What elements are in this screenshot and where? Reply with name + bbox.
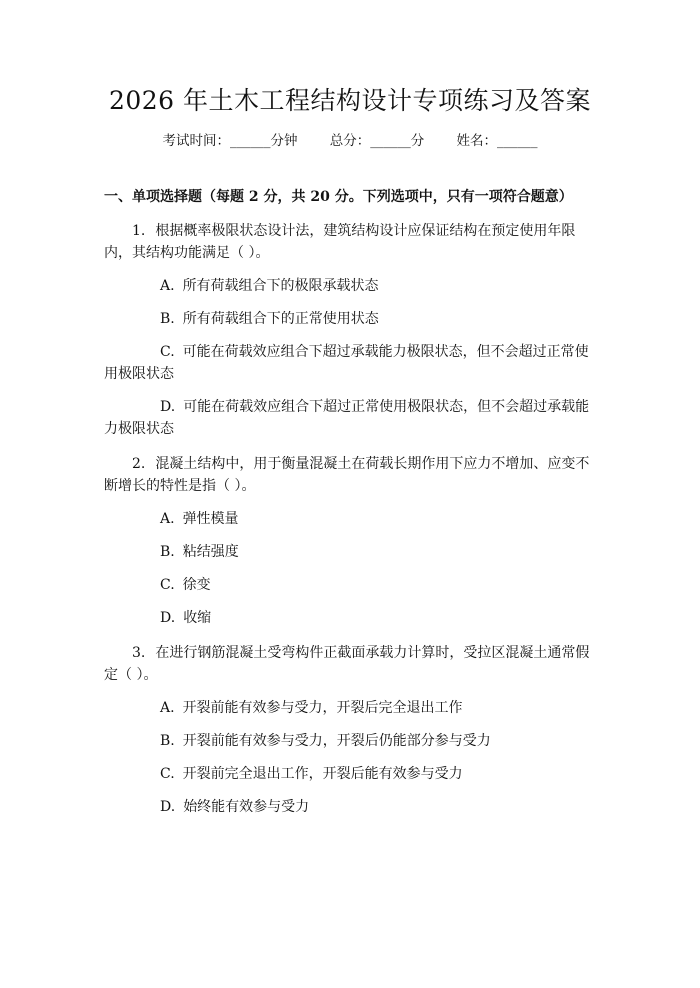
option-text: 始终能有效参与受力: [183, 799, 310, 815]
option-letter: A.: [160, 700, 175, 716]
option-text: 开裂前能有效参与受力，开裂后仍能部分参与受力: [182, 733, 491, 749]
question-3-option-a: [104, 697, 596, 719]
question-1-option-c: [104, 341, 596, 385]
question-2-option-c: [104, 574, 596, 596]
question-3-option-c: [104, 763, 596, 785]
document-page: [0, 83, 700, 988]
question-1-option-a: [104, 275, 596, 297]
option-text: 可能在荷载效应组合下超过承载能力极限状态，但不会超过正常使用极限状态: [104, 344, 589, 382]
option-text: 徐变: [182, 577, 211, 593]
option-letter: C.: [160, 766, 175, 782]
exam-time-field: 考试时间：______分钟: [162, 133, 298, 149]
question-1: [104, 220, 596, 264]
option-letter: D.: [160, 799, 176, 815]
question-number: 1.: [132, 223, 146, 239]
option-text: 开裂前能有效参与受力，开裂后完全退出工作: [182, 700, 463, 716]
exam-info: [104, 131, 596, 151]
question-text: 根据概率极限状态设计法，建筑结构设计应保证结构在预定使用年限内，其结构功能满足（ ）。: [104, 223, 576, 261]
option-text: 弹性模量: [182, 511, 239, 527]
question-3-option-d: [104, 796, 596, 818]
question-1-option-d: [104, 396, 596, 440]
option-letter: A.: [160, 511, 175, 527]
option-letter: B.: [160, 311, 175, 327]
question-2-option-a: [104, 508, 596, 530]
question-3-option-b: [104, 730, 596, 752]
question-number: 3.: [132, 645, 146, 661]
option-text: 所有荷载组合下的极限承载状态: [182, 278, 379, 294]
page-title: 2026 年土木工程结构设计专项练习及答案: [108, 86, 592, 115]
question-text: 在进行钢筋混凝土受弯构件正截面承载力计算时，受拉区混凝土通常假定（ ）。: [104, 645, 590, 683]
option-letter: B.: [160, 544, 175, 560]
question-2-option-b: [104, 541, 596, 563]
question-2-option-d: [104, 607, 596, 629]
section-heading: 一、单项选择题（每题 2 分，共 20 分。下列选项中，只有一项符合题意）: [104, 189, 573, 205]
question-number: 2.: [132, 456, 146, 472]
option-letter: B.: [160, 733, 175, 749]
option-letter: C.: [160, 344, 175, 360]
option-text: 粘结强度: [182, 544, 239, 560]
option-letter: A.: [160, 278, 175, 294]
total-score-field: 总分：______分: [329, 133, 425, 149]
option-letter: C.: [160, 577, 175, 593]
option-letter: D.: [160, 610, 176, 626]
question-2: [104, 453, 596, 497]
question-text: 混凝土结构中，用于衡量混凝土在荷载长期作用下应力不增加、应变不断增长的特性是指（ ）。: [104, 456, 590, 494]
option-text: 所有荷载组合下的正常使用状态: [182, 311, 379, 327]
option-letter: D.: [160, 399, 176, 415]
option-text: 开裂前完全退出工作，开裂后能有效参与受力: [182, 766, 463, 782]
question-3: [104, 642, 596, 686]
option-text: 可能在荷载效应组合下超过正常使用极限状态，但不会超过承载能力极限状态: [104, 399, 590, 437]
option-text: 收缩: [183, 610, 212, 626]
question-1-option-b: [104, 308, 596, 330]
name-field: 姓名：______: [456, 133, 538, 149]
